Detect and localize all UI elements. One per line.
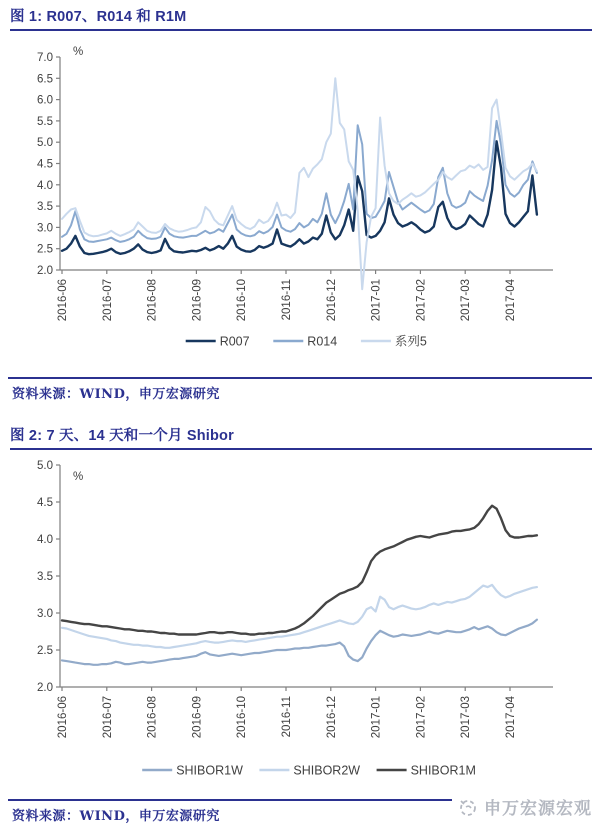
x-tick-label: 2017-01 (370, 696, 383, 739)
legend-label: R007 (219, 334, 250, 349)
y-tick-label: 4.5 (37, 158, 53, 171)
unit-label: % (73, 46, 84, 58)
y-tick-label: 6.0 (37, 94, 53, 107)
x-tick-label: 2016-09 (191, 696, 204, 739)
x-tick-label: 2016-06 (57, 279, 69, 322)
x-tick-label: 2016-07 (101, 279, 114, 322)
x-tick-label: 2016-10 (236, 279, 249, 322)
x-tick-label: 2016-10 (236, 696, 249, 739)
legend-label: R014 (307, 334, 338, 349)
y-tick-label: 5.0 (37, 137, 53, 150)
x-tick-label: 2017-02 (415, 279, 428, 322)
y-tick-label: 5.0 (37, 460, 53, 472)
x-tick-label: 2017-03 (460, 279, 473, 322)
sws-logo (452, 792, 594, 821)
x-tick-label: 2016-12 (325, 279, 338, 322)
y-tick-label: 2.5 (37, 645, 53, 657)
y-tick-label: 6.5 (37, 73, 53, 86)
sun-compass-icon (456, 795, 480, 819)
y-tick-label: 2.5 (37, 243, 53, 256)
figure1-source: 资料来源：WIND，申万宏源研究 (12, 387, 220, 402)
figure2-chart (0, 458, 600, 793)
y-tick-label: 2.0 (37, 682, 53, 694)
y-tick-label: 4.5 (37, 497, 53, 509)
unit-label: % (73, 471, 84, 483)
y-tick-label: 3.5 (37, 571, 53, 583)
x-tick-label: 2016-08 (146, 279, 159, 322)
y-tick-label: 4.0 (37, 179, 53, 192)
x-tick-label: 2016-11 (281, 279, 293, 321)
y-tick-label: 3.0 (37, 608, 53, 620)
legend-label: SHIBOR1M (410, 763, 476, 778)
legend-label: 系列5 (394, 334, 427, 349)
series-line-SHIBOR2W (62, 585, 537, 648)
figure2-title-bar (10, 424, 592, 450)
figure2-title: 图 2: 7 天、14 天和一个月 Shibor (10, 428, 234, 444)
x-tick-label: 2017-03 (460, 696, 473, 739)
figure1-title-bar (10, 5, 592, 31)
x-tick-label: 2016-11 (281, 696, 293, 738)
y-tick-label: 3.5 (37, 201, 53, 214)
y-tick-label: 4.0 (37, 534, 53, 546)
figure1-divider (8, 377, 592, 379)
x-tick-label: 2016-12 (325, 696, 338, 739)
figure1-title: 图 1: R007、R014 和 R1M (10, 9, 187, 25)
x-tick-label: 2017-02 (415, 696, 428, 739)
x-tick-label: 2017-01 (370, 279, 383, 322)
figure1-chart (0, 35, 600, 365)
series-line-系列5 (62, 78, 537, 289)
figure2-divider (8, 799, 468, 801)
y-tick-label: 5.5 (37, 115, 53, 128)
x-tick-label: 2016-06 (57, 696, 69, 739)
legend-label: SHIBOR1W (176, 763, 243, 778)
y-tick-label: 2.0 (37, 265, 53, 277)
x-tick-label: 2017-04 (505, 279, 517, 322)
series-line-SHIBOR1M (62, 506, 537, 635)
sws-logo-text: 申万宏源宏观 (484, 799, 592, 818)
x-tick-label: 2017-04 (505, 696, 517, 739)
y-tick-label: 7.0 (37, 52, 53, 64)
x-tick-label: 2016-08 (146, 696, 159, 739)
figure2-source: 资料来源：WIND，申万宏源研究 (12, 809, 220, 824)
legend-label: SHIBOR2W (293, 763, 361, 778)
x-tick-label: 2016-09 (191, 279, 204, 322)
y-tick-label: 3.0 (37, 222, 53, 235)
x-tick-label: 2016-07 (101, 696, 114, 739)
